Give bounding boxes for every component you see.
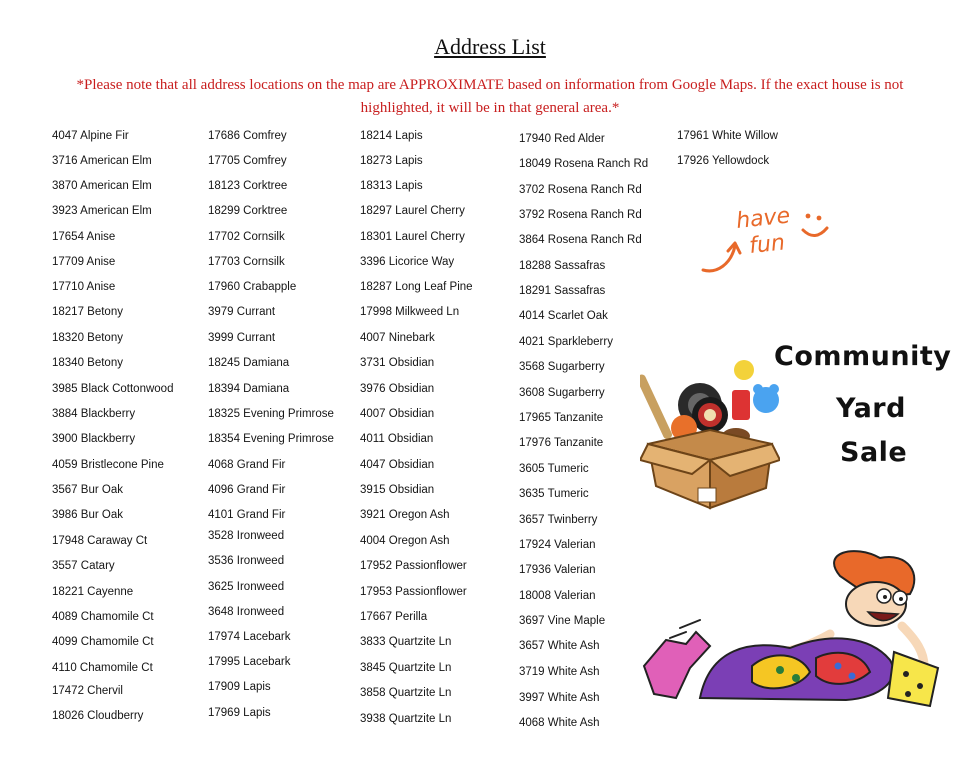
box-of-toys-icon: [640, 360, 780, 510]
address-item: 18287 Long Leaf Pine: [360, 281, 473, 293]
address-item: 17961 White Willow: [677, 130, 778, 142]
address-item: 18320 Betony: [52, 332, 123, 344]
address-item: 4089 Chamomile Ct: [52, 611, 154, 623]
address-item: 3858 Quartzite Ln: [360, 687, 452, 699]
address-item: 4101 Grand Fir: [208, 509, 286, 521]
yard-sale-line-1: Community: [774, 341, 952, 372]
address-item: 3657 Twinberry: [519, 514, 598, 526]
address-item: 17926 Yellowdock: [677, 155, 770, 167]
address-item: 18325 Evening Primrose: [208, 408, 334, 420]
address-item: 17705 Comfrey: [208, 155, 287, 167]
page-title: Address List: [434, 34, 546, 59]
address-item: 3568 Sugarberry: [519, 361, 605, 373]
address-item: 4004 Oregon Ash: [360, 535, 450, 547]
address-item: 3900 Blackberry: [52, 433, 136, 445]
address-item: 3845 Quartzite Ln: [360, 662, 452, 674]
address-item: 18297 Laurel Cherry: [360, 205, 465, 217]
svg-text:have: have: [735, 203, 792, 234]
address-item: 17976 Tanzanite: [519, 437, 604, 449]
address-item: 18026 Cloudberry: [52, 710, 144, 722]
address-item: 3870 American Elm: [52, 180, 152, 192]
address-item: 3938 Quartzite Ln: [360, 713, 452, 725]
address-item: 4110 Chamomile Ct: [52, 662, 153, 674]
address-item: 18291 Sassafras: [519, 285, 606, 297]
address-item: 4011 Obsidian: [360, 433, 434, 445]
approximate-location-note: *Please note that all address locations on the map are APPROXIMATE based on information from Google Maps. If the exact house is not highlighted, it will be in that general area.*: [76, 77, 904, 116]
address-item: 4014 Scarlet Oak: [519, 310, 608, 322]
address-item: 3792 Rosena Ranch Rd: [519, 209, 642, 221]
address-item: 3528 Ironweed: [208, 530, 285, 542]
address-item: 3697 Vine Maple: [519, 615, 606, 627]
address-item: 17702 Cornsilk: [208, 231, 285, 243]
address-item: 17952 Passionflower: [360, 560, 467, 572]
address-item: 18214 Lapis: [360, 130, 423, 142]
address-item: 17995 Lacebark: [208, 656, 291, 668]
address-item: 18273 Lapis: [360, 155, 423, 167]
address-item: 17924 Valerian: [519, 539, 596, 551]
address-item: 3536 Ironweed: [208, 555, 285, 567]
address-item: 3985 Black Cottonwood: [52, 383, 174, 395]
address-item: 3657 White Ash: [519, 640, 600, 652]
address-item: 4047 Obsidian: [360, 459, 435, 471]
address-item: 4007 Obsidian: [360, 408, 435, 420]
address-item: 17953 Passionflower: [360, 586, 467, 598]
address-item: 3396 Licorice Way: [360, 256, 455, 268]
address-item: 3648 Ironweed: [208, 606, 285, 618]
address-item: 18008 Valerian: [519, 590, 596, 602]
address-item: 4047 Alpine Fir: [52, 130, 129, 142]
address-item: 3557 Catary: [52, 560, 115, 572]
address-item: 18123 Corktree: [208, 180, 288, 192]
yard-sale-line-2: Yard: [836, 393, 906, 424]
address-item: 17936 Valerian: [519, 564, 596, 576]
address-item: 3864 Rosena Ranch Rd: [519, 234, 642, 246]
address-item: 17960 Crabapple: [208, 281, 297, 293]
yard-sale-line-3: Sale: [840, 437, 908, 468]
address-item: 17909 Lapis: [208, 681, 271, 693]
address-item: 3702 Rosena Ranch Rd: [519, 184, 642, 196]
address-item: 18354 Evening Primrose: [208, 433, 334, 445]
svg-text:fun: fun: [748, 230, 787, 259]
address-item: 18217 Betony: [52, 306, 123, 318]
address-item: 3635 Tumeric: [519, 488, 589, 500]
address-item: 18245 Damiana: [208, 357, 290, 369]
address-item: 3997 White Ash: [519, 692, 600, 704]
address-item: 3625 Ironweed: [208, 581, 285, 593]
address-item: 17969 Lapis: [208, 707, 271, 719]
address-item: 17974 Lacebark: [208, 631, 291, 643]
address-item: 17686 Comfrey: [208, 130, 287, 142]
address-item: 3923 American Elm: [52, 205, 152, 217]
address-item: 3915 Obsidian: [360, 484, 435, 496]
address-item: 3567 Bur Oak: [52, 484, 123, 496]
address-item: 3719 White Ash: [519, 666, 600, 678]
address-item: 4059 Bristlecone Pine: [52, 459, 164, 471]
address-item: 17710 Anise: [52, 281, 116, 293]
address-item: 18221 Cayenne: [52, 586, 134, 598]
community-yard-sale-graphic: [640, 335, 960, 515]
address-item: 18299 Corktree: [208, 205, 288, 217]
address-item: 3999 Currant: [208, 332, 276, 344]
address-item: 17654 Anise: [52, 231, 116, 243]
address-item: 17667 Perilla: [360, 611, 428, 623]
address-item: 3608 Sugarberry: [519, 387, 605, 399]
address-item: 17998 Milkweed Ln: [360, 306, 460, 318]
address-item: 4099 Chamomile Ct: [52, 636, 154, 648]
address-item: 18301 Laurel Cherry: [360, 231, 465, 243]
address-item: 18049 Rosena Ranch Rd: [519, 158, 649, 170]
have-fun-doodle-icon: [695, 198, 835, 280]
address-item: 3605 Tumeric: [519, 463, 589, 475]
address-item: 4096 Grand Fir: [208, 484, 286, 496]
address-item: 18313 Lapis: [360, 180, 423, 192]
address-item: 18288 Sassafras: [519, 260, 606, 272]
address-item: 4068 White Ash: [519, 717, 600, 729]
bargain-shopper-cartoon-icon: [640, 548, 940, 708]
address-item: 17965 Tanzanite: [519, 412, 604, 424]
address-item: 4007 Ninebark: [360, 332, 435, 344]
address-item: 18394 Damiana: [208, 383, 290, 395]
address-item: 3921 Oregon Ash: [360, 509, 450, 521]
address-item: 18340 Betony: [52, 357, 123, 369]
address-item: 3731 Obsidian: [360, 357, 435, 369]
address-item: 17472 Chervil: [52, 685, 123, 697]
address-item: 17948 Caraway Ct: [52, 535, 148, 547]
address-item: 3979 Currant: [208, 306, 276, 318]
address-item: 3884 Blackberry: [52, 408, 136, 420]
address-item: 17703 Cornsilk: [208, 256, 285, 268]
address-item: 4021 Sparkleberry: [519, 336, 613, 348]
address-item: 3716 American Elm: [52, 155, 152, 167]
address-item: 17940 Red Alder: [519, 133, 605, 145]
address-item: 3833 Quartzite Ln: [360, 636, 452, 648]
address-item: 4068 Grand Fir: [208, 459, 286, 471]
address-item: 17709 Anise: [52, 256, 116, 268]
address-item: 3976 Obsidian: [360, 383, 435, 395]
address-item: 3986 Bur Oak: [52, 509, 123, 521]
